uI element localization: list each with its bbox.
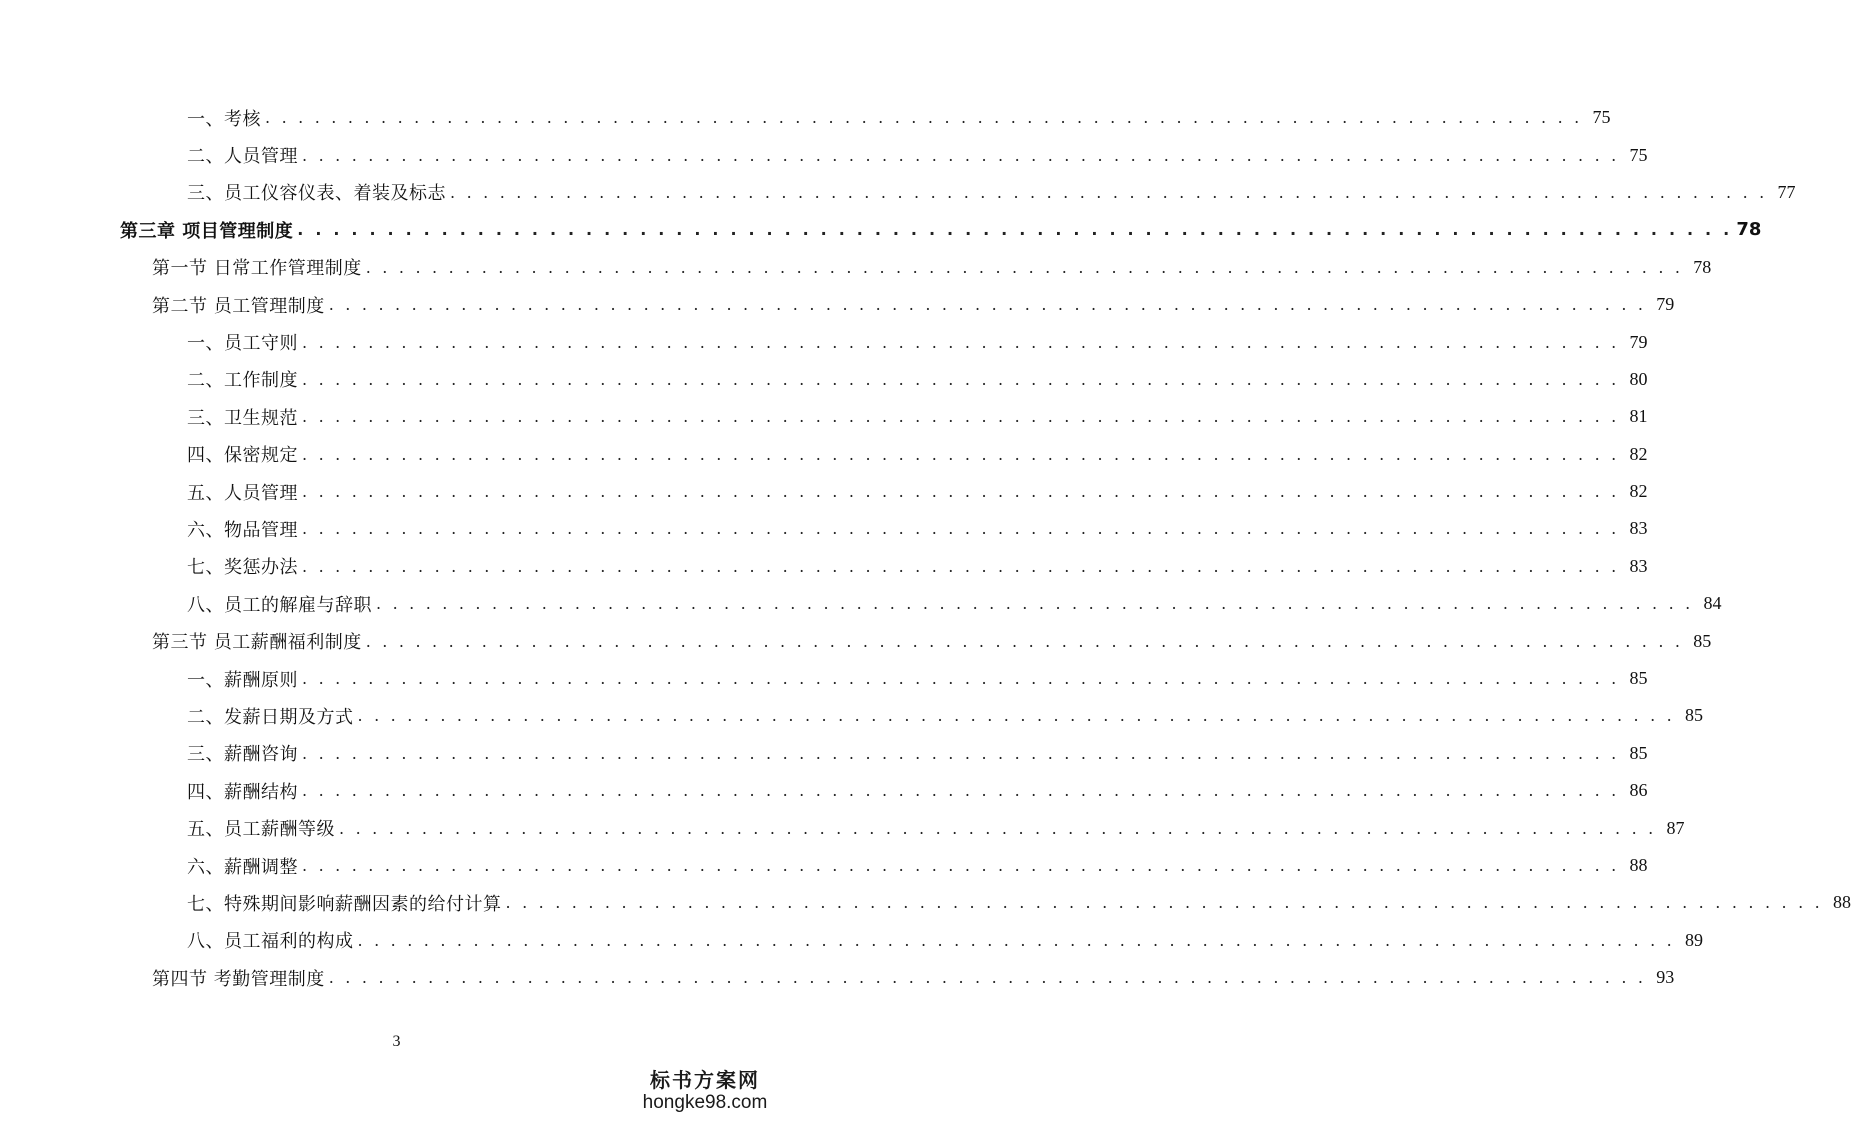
toc-leader-dots: . . . . . . . . . . . . . . . . . . . . . . . . . . . . . . . . . . . . . . . . . . . . . . . . . . . . . . . . . . . . . . . . . . . . . . . . . . . . . . . . [297, 220, 1733, 240]
toc-entry-title: 一、薪酬原则 [187, 669, 298, 691]
toc-entry-item[interactable] [0, 847, 1648, 884]
toc-entry-title: 第二节 员工管理制度 [152, 295, 325, 317]
toc-entry-page: 80 [1629, 368, 1648, 389]
toc-leader-dots: . . . . . . . . . . . . . . . . . . . . . . . . . . . . . . . . . . . . . . . . . . . . . . . . . . . . . . . . . . . . . . . . . . . . . . . . . . . . . . . . [302, 482, 1620, 502]
toc-entry-page: 84 [1703, 593, 1722, 614]
toc-leader-dots: . . . . . . . . . . . . . . . . . . . . . . . . . . . . . . . . . . . . . . . . . . . . . . . . . . . . . . . . . . . . . . . . . . . . . . . . . . . . . . . . [302, 444, 1620, 464]
toc-entry-title: 五、人员管理 [187, 482, 298, 504]
toc-entry-page: 88 [1832, 892, 1851, 913]
toc-entry-title: 三、员工仪容仪表、着装及标志 [187, 183, 446, 205]
toc-entry-title: 六、物品管理 [187, 519, 298, 541]
toc-entry-title: 三、薪酬咨询 [187, 744, 298, 766]
toc-entry-page: 86 [1629, 780, 1648, 801]
toc-entry-title: 第四节 考勤管理制度 [152, 968, 325, 990]
toc-entry-section[interactable] [0, 622, 1712, 659]
toc-entry-page: 85 [1629, 742, 1648, 763]
toc-entry-item[interactable] [0, 809, 1685, 846]
toc-leader-dots: . . . . . . . . . . . . . . . . . . . . . . . . . . . . . . . . . . . . . . . . . . . . . . . . . . . . . . . . . . . . . . . . . . . . . . . . . . . . . . . . [302, 781, 1620, 801]
toc-entry-title: 六、薪酬调整 [187, 856, 298, 878]
toc-entry-title: 四、薪酬结构 [187, 781, 298, 803]
toc-entry-item[interactable] [0, 99, 1611, 136]
toc-entry-item[interactable] [0, 548, 1648, 585]
toc-entry-page: 85 [1693, 630, 1712, 651]
toc-entry-page: 89 [1684, 929, 1703, 950]
toc-entry-title: 七、奖惩办法 [187, 557, 298, 579]
toc-entry-title: 一、员工守则 [187, 333, 298, 355]
toc-leader-dots: . . . . . . . . . . . . . . . . . . . . . . . . . . . . . . . . . . . . . . . . . . . . . . . . . . . . . . . . . . . . . . . . . . . . . . . . . . . . . . . . [450, 182, 1768, 202]
toc-entry-page: 85 [1684, 705, 1703, 726]
toc-entry-page: 83 [1629, 555, 1648, 576]
toc-entry-item[interactable] [0, 473, 1648, 510]
toc-leader-dots: . . . . . . . . . . . . . . . . . . . . . . . . . . . . . . . . . . . . . . . . . . . . . . . . . . . . . . . . . . . . . . . . . . . . . . . . . . . . . . . . [302, 669, 1620, 689]
toc-entry-page: 78 [1736, 219, 1762, 241]
toc-entry-section[interactable] [0, 249, 1712, 286]
toc-entry-item[interactable] [0, 361, 1648, 398]
toc-entry-item[interactable] [0, 660, 1648, 697]
site-watermark [635, 1068, 775, 1114]
toc-entry-page: 88 [1629, 855, 1648, 875]
toc-entry-item[interactable] [0, 398, 1648, 435]
toc-entry-section[interactable] [0, 286, 1675, 323]
toc-entry-section[interactable] [0, 959, 1675, 996]
toc-entry-chapter[interactable] [0, 211, 1762, 248]
toc-entry-page: 93 [1656, 967, 1675, 988]
toc-entry-title: 二、发薪日期及方式 [187, 706, 354, 728]
toc-leader-dots: . . . . . . . . . . . . . . . . . . . . . . . . . . . . . . . . . . . . . . . . . . . . . . . . . . . . . . . . . . . . . . . . . . . . . . . . . . . . . . . . [302, 407, 1620, 427]
toc-entry-page: 85 [1629, 668, 1648, 689]
toc-entry-item[interactable] [0, 884, 1851, 921]
toc-entry-page: 82 [1629, 443, 1648, 464]
toc-leader-dots: . . . . . . . . . . . . . . . . . . . . . . . . . . . . . . . . . . . . . . . . . . . . . . . . . . . . . . . . . . . . . . . . . . . . . . . . . . . . . . . . [302, 145, 1620, 165]
toc-leader-dots: . . . . . . . . . . . . . . . . . . . . . . . . . . . . . . . . . . . . . . . . . . . . . . . . . . . . . . . . . . . . . . . . . . . . . . . . . . . . . . . . [302, 369, 1620, 389]
toc-entry-item[interactable] [0, 323, 1648, 360]
toc-leader-dots: . . . . . . . . . . . . . . . . . . . . . . . . . . . . . . . . . . . . . . . . . . . . . . . . . . . . . . . . . . . . . . . . . . . . . . . . . . . . . . . . [357, 930, 1675, 950]
toc-leader-dots: . . . . . . . . . . . . . . . . . . . . . . . . . . . . . . . . . . . . . . . . . . . . . . . . . . . . . . . . . . . . . . . . . . . . . . . . . . . . . . . . [265, 108, 1583, 128]
toc-entry-page: 75 [1592, 107, 1611, 128]
toc-entry-item[interactable] [0, 174, 1796, 211]
toc-leader-dots: . . . . . . . . . . . . . . . . . . . . . . . . . . . . . . . . . . . . . . . . . . . . . . . . . . . . . . . . . . . . . . . . . . . . . . . . . . . . . . . . [302, 743, 1620, 763]
toc-entry-item[interactable] [0, 922, 1703, 959]
toc-entry-item[interactable] [0, 436, 1648, 473]
toc-entry-page: 81 [1629, 406, 1648, 427]
toc-leader-dots: . . . . . . . . . . . . . . . . . . . . . . . . . . . . . . . . . . . . . . . . . . . . . . . . . . . . . . . . . . . . . . . . . . . . . . . . . . . . . . . . [505, 893, 1823, 913]
toc-entry-title: 七、特殊期间影响薪酬因素的给付计算 [187, 893, 502, 915]
toc-leader-dots: . . . . . . . . . . . . . . . . . . . . . . . . . . . . . . . . . . . . . . . . . . . . . . . . . . . . . . . . . . . . . . . . . . . . . . . . . . . . . . . . [365, 631, 1684, 651]
toc-entry-title: 四、保密规定 [187, 445, 298, 467]
toc-entry-item[interactable] [0, 697, 1703, 734]
toc-leader-dots: . . . . . . . . . . . . . . . . . . . . . . . . . . . . . . . . . . . . . . . . . . . . . . . . . . . . . . . . . . . . . . . . . . . . . . . . . . . . . . . . [302, 519, 1620, 539]
toc-leader-dots: . . . . . . . . . . . . . . . . . . . . . . . . . . . . . . . . . . . . . . . . . . . . . . . . . . . . . . . . . . . . . . . . . . . . . . . . . . . . . . . . [328, 968, 1647, 988]
toc-entry-title: 二、工作制度 [187, 370, 298, 392]
toc-entry-page: 79 [1629, 331, 1648, 352]
toc-entry-page: 87 [1666, 817, 1685, 838]
toc-entry-item[interactable] [0, 136, 1648, 173]
toc-entry-item[interactable] [0, 735, 1648, 772]
page-number: 3 [392, 1033, 401, 1050]
toc-leader-dots: . . . . . . . . . . . . . . . . . . . . . . . . . . . . . . . . . . . . . . . . . . . . . . . . . . . . . . . . . . . . . . . . . . . . . . . . . . . . . . . . [339, 818, 1657, 838]
toc-entry-title: 第三章 项目管理制度 [120, 220, 294, 242]
toc-leader-dots: . . . . . . . . . . . . . . . . . . . . . . . . . . . . . . . . . . . . . . . . . . . . . . . . . . . . . . . . . . . . . . . . . . . . . . . . . . . . . . . . [302, 556, 1620, 576]
toc-entry-item[interactable] [0, 510, 1648, 547]
table-of-contents [0, 99, 1851, 996]
toc-entry-item[interactable] [0, 772, 1648, 809]
toc-entry-title: 第一节 日常工作管理制度 [152, 258, 362, 280]
toc-leader-dots: . . . . . . . . . . . . . . . . . . . . . . . . . . . . . . . . . . . . . . . . . . . . . . . . . . . . . . . . . . . . . . . . . . . . . . . . . . . . . . . . [302, 332, 1620, 352]
toc-entry-page: 78 [1693, 256, 1712, 277]
toc-entry-title: 八、员工的解雇与辞职 [187, 594, 372, 616]
toc-entry-title: 二、人员管理 [187, 146, 298, 168]
toc-leader-dots: . . . . . . . . . . . . . . . . . . . . . . . . . . . . . . . . . . . . . . . . . . . . . . . . . . . . . . . . . . . . . . . . . . . . . . . . . . . . . . . . [357, 706, 1675, 726]
toc-entry-title: 一、考核 [187, 108, 261, 130]
toc-entry-item[interactable] [0, 585, 1722, 622]
toc-leader-dots: . . . . . . . . . . . . . . . . . . . . . . . . . . . . . . . . . . . . . . . . . . . . . . . . . . . . . . . . . . . . . . . . . . . . . . . . . . . . . . . . [376, 594, 1694, 614]
toc-leader-dots: . . . . . . . . . . . . . . . . . . . . . . . . . . . . . . . . . . . . . . . . . . . . . . . . . . . . . . . . . . . . . . . . . . . . . . . . . . . . . . . . [365, 257, 1684, 277]
toc-entry-title: 五、员工薪酬等级 [187, 819, 335, 841]
toc-entry-page: 77 [1777, 181, 1796, 202]
watermark-site-name: 标书方案网 [650, 1068, 760, 1092]
toc-leader-dots: . . . . . . . . . . . . . . . . . . . . . . . . . . . . . . . . . . . . . . . . . . . . . . . . . . . . . . . . . . . . . . . . . . . . . . . . . . . . . . . . [302, 856, 1620, 875]
toc-entry-title: 三、卫生规范 [187, 407, 298, 429]
toc-entry-page: 82 [1629, 481, 1648, 502]
toc-entry-title: 八、员工福利的构成 [187, 931, 354, 953]
toc-entry-page: 75 [1629, 144, 1648, 165]
toc-entry-page: 83 [1629, 518, 1648, 539]
toc-entry-page: 79 [1656, 294, 1675, 315]
watermark-domain: hongke98.com [642, 1092, 768, 1113]
toc-leader-dots: . . . . . . . . . . . . . . . . . . . . . . . . . . . . . . . . . . . . . . . . . . . . . . . . . . . . . . . . . . . . . . . . . . . . . . . . . . . . . . . . [328, 295, 1647, 315]
toc-entry-title: 第三节 员工薪酬福利制度 [152, 632, 362, 654]
